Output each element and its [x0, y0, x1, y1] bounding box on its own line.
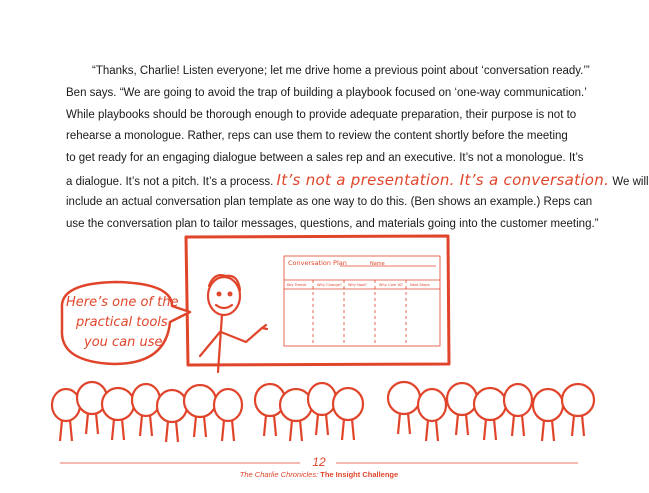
paragraph-line: rehearse a monologue. Rather, reps can use them to review the content shortly before the meeting	[66, 130, 568, 143]
paragraph-line: include an actual conversation plan template as one way to do this. (Ben shows an example.) Reps can	[66, 195, 593, 208]
paragraph-line: Ben says. “We are going to avoid the trap of building a playbook focused on ‘one-way communication.’	[66, 86, 587, 99]
audience-member	[52, 389, 80, 441]
handwritten-emphasis: It’s not a presentation. It’s a conversation.	[276, 170, 610, 189]
line-text: a dialogue. It’s not a pitch. It’s a process.	[66, 175, 274, 188]
paragraph-line: use the conversation plan to tailor messages, questions, and materials going into the customer meeting.”	[66, 217, 599, 230]
bubble-line: practical tools	[76, 315, 168, 330]
presenter-figure	[200, 275, 267, 372]
audience-member	[533, 389, 563, 441]
audience-member	[308, 383, 336, 435]
line-text: We will	[612, 175, 649, 188]
audience-member	[562, 384, 594, 436]
board-column-header: Next Steps	[410, 283, 430, 287]
page-number: 12	[312, 455, 326, 469]
board-column-header: Why Now?	[348, 283, 367, 287]
audience-member	[447, 383, 477, 435]
audience-member	[157, 390, 187, 442]
board-column-header: Why Change?	[317, 283, 342, 287]
bubble-line: Here’s one of the	[66, 295, 179, 310]
audience-member	[474, 388, 506, 440]
audience-member	[184, 385, 216, 437]
book-subtitle: The Insight Challenge	[320, 470, 399, 479]
audience-member	[214, 389, 242, 441]
paragraph-line: to get ready for an engaging dialogue between a sales rep and an executive. It’s not a monologue. It’s	[66, 152, 584, 165]
audience-member	[504, 384, 532, 436]
board-column-header: Key Trends	[287, 283, 307, 287]
audience-member	[388, 382, 420, 434]
board-title: Conversation Plan	[288, 259, 347, 267]
audience-member	[132, 384, 160, 436]
audience-member	[418, 389, 446, 441]
audience-member	[333, 388, 363, 440]
paragraph-line: “Thanks, Charlie! Listen everyone; let me drive home a previous point about ‘conversation ready.’”	[92, 65, 590, 77]
paragraph-line: While playbooks should be thorough enough to provide adequate preparation, their purpose is not to	[66, 108, 577, 121]
board-name-label: Name	[370, 261, 385, 267]
board-column-header: Why Com W?	[379, 283, 403, 287]
bubble-line: you can use	[84, 335, 163, 350]
audience-member	[102, 388, 134, 440]
book-title: The Charlie Chronicles:	[239, 470, 319, 479]
footer-credit	[0, 470, 638, 479]
audience	[52, 382, 594, 442]
board-columns	[287, 283, 430, 287]
conversation-plan-sheet	[284, 256, 440, 346]
